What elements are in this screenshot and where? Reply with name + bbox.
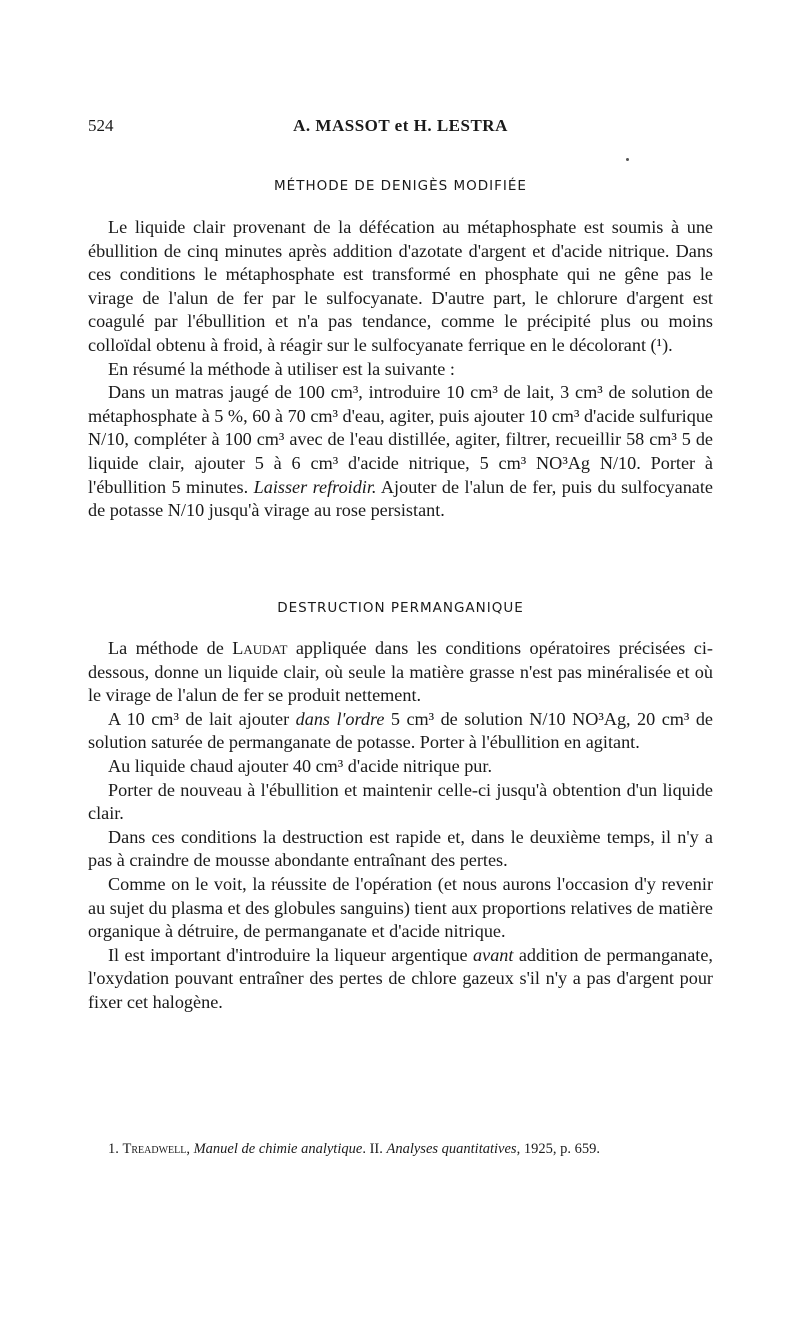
- text-run: Il est important d'introduire la liqueur argentique: [108, 944, 474, 965]
- paragraph: Porter de nouveau à l'ébullition et maintenir celle-ci jusqu'à obtention d'un liquide clair.: [88, 779, 713, 824]
- text-run: addition de permanganate, l'oxydation pouvant entraîner des pertes de chlore gazeux s'il n'y a pas d'argent pour fixer cet halogène.: [88, 944, 713, 1012]
- paragraph: [88, 708, 713, 755]
- text-run: ,: [186, 1141, 194, 1157]
- section-title-permanganique: DESTRUCTION PERMANGANIQUE: [277, 600, 524, 616]
- footnote-number: 1.: [108, 1141, 123, 1157]
- italic-text: dans l'ordre: [295, 708, 385, 729]
- paragraph: Au liquide chaud ajouter 40 cm³ d'acide nitrique pur.: [108, 755, 492, 776]
- paragraph: En résumé la méthode à utiliser est la suivante :: [108, 358, 455, 379]
- footnote-subtitle: Analyses quantitatives: [386, 1141, 517, 1157]
- paragraph: Dans ces conditions la destruction est rapide et, dans le deuxième temps, il n'y a pas à craindre de mousse abondante entraînant des pertes.: [88, 826, 713, 871]
- footnote: [88, 1140, 713, 1159]
- paragraph: Le liquide clair provenant de la défécation au métaphosphate est soumis à une ébullition de cinq minutes après addition d'azotate d'argent et d'acide nitrique. Dans ces conditions le métaphosphate est transformé en phosphate qui ne gêne pas le virage de l'alun de fer par le sulfocyanate. D'autre part, le chlorure d'argent est coagulé par l'ébullition et n'a pas tendance, comme le précipité plus ou moins colloïdal obtenu à froid, à réagir sur le sulfocyanate ferrique en le décolorant (¹).: [88, 217, 713, 355]
- italic-text: Laisser refroidir.: [253, 476, 377, 497]
- text-run: Ajouter de l'alun de fer, puis du sulfocyanate de potasse N/10 jusqu'à virage au rose persistant.: [88, 476, 714, 521]
- paragraph: Comme on le voit, la réussite de l'opération (et nous aurons l'occasion d'y revenir au sujet du plasma et des globules sanguins) tient aux proportions relatives de matière organique à détruire, de permanganate et d'acide nitrique.: [88, 873, 713, 942]
- paragraph-procedure: [88, 381, 713, 523]
- running-head: A. MASSOT et H. LESTRA: [293, 116, 508, 135]
- italic-text: avant: [473, 944, 514, 965]
- text-run: La méthode de: [108, 638, 233, 658]
- text-run: 5 cm³ de solution N/10 NO³Ag, 20 cm³ de solution saturée de permanganate de potasse. Porter à l'ébullition en agitant.: [88, 708, 713, 753]
- footnote-title: Manuel de chimie analytique: [193, 1141, 363, 1157]
- footnote-author: Treadwell: [122, 1141, 187, 1157]
- section-title-deniges: MÉTHODE DE DENIGÈS MODIFIÉE: [274, 178, 527, 194]
- text-run: appliquée dans les conditions opératoires précisées ci-dessous, donne un liquide clair, où seule la matière grasse n'est pas minéralisée et où le virage de l'alun de fer se produit nettement.: [88, 638, 713, 706]
- section-permanganique-body: [88, 637, 713, 1015]
- text-run: , 1925, p. 659.: [516, 1141, 600, 1157]
- text-run: A 10 cm³ de lait ajouter: [108, 708, 296, 729]
- page-number: 524: [88, 116, 114, 135]
- speck-mark: [626, 158, 629, 161]
- author-name: Laudat: [232, 638, 288, 658]
- text-run: . II.: [362, 1141, 387, 1157]
- section-deniges-body: [88, 216, 713, 523]
- page-header: [88, 116, 713, 136]
- paragraph: [88, 944, 713, 1015]
- paragraph: [88, 637, 713, 708]
- footnote-text: [88, 1140, 713, 1159]
- text-run: Dans un matras jaugé de 100 cm³, introduire 10 cm³ de lait, 3 cm³ de solution de métaphosphate à 5 %, 60 à 70 cm³ d'eau, agiter, puis ajouter 10 cm³ d'acide sulfurique N/10, compléter à 100 cm³ avec de l'eau distillée, agiter, filtrer, recueillir 58 cm³ 5 de liquide clair, ajouter 5 à 6 cm³ d'acide nitrique, 5 cm³ NO³Ag N/10. Porter à l'ébullition 5 minutes.: [88, 382, 713, 497]
